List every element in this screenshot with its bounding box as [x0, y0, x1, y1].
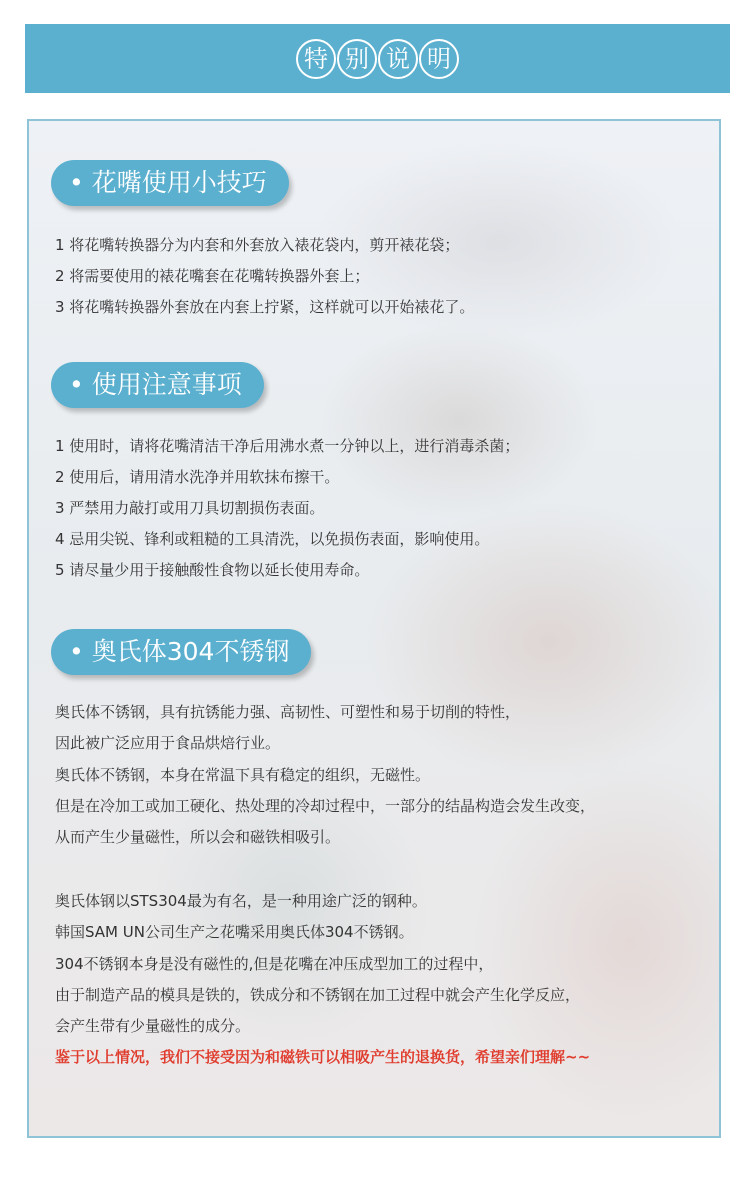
list-item: 2 使用后，请用清水洗净并用软抹布擦干。	[55, 468, 340, 486]
bullet-dot-icon: •	[69, 370, 84, 399]
title-char: 特	[296, 39, 336, 79]
section-heading-tips	[51, 160, 289, 206]
list-item: 5 请尽量少用于接触酸性食物以延长使用寿命。	[55, 561, 370, 579]
paragraph-line: 由于制造产品的模具是铁的，铁成分和不锈钢在加工过程中就会产生化学反应，	[55, 986, 581, 1004]
paragraph-line: 因此被广泛应用于食品烘焙行业。	[55, 734, 281, 752]
paragraph-line: 会产生带有少量磁性的成分。	[55, 1017, 251, 1035]
section-heading-label: 奥氏体304不锈钢	[91, 637, 290, 666]
section-heading-label: 花嘴使用小技巧	[91, 168, 267, 197]
title-char: 别	[337, 39, 377, 79]
paragraph-line: 韩国SAM UN公司生产之花嘴采用奥氏体304不锈钢。	[55, 923, 414, 941]
paragraph-line: 从而产生少量磁性，所以会和磁铁相吸引。	[55, 828, 341, 846]
title-char: 说	[378, 39, 418, 79]
bullet-dot-icon: •	[69, 168, 84, 197]
section-heading-notes	[51, 362, 264, 408]
section-heading-steel	[51, 629, 311, 675]
list-item: 2 将需要使用的裱花嘴套在花嘴转换器外套上；	[55, 267, 370, 285]
list-item: 1 使用时，请将花嘴清洁干净后用沸水煮一分钟以上，进行消毒杀菌；	[55, 437, 520, 455]
warning-notice: 鉴于以上情况，我们不接受因为和磁铁可以相吸产生的退换货，希望亲们理解~~	[55, 1048, 591, 1066]
paragraph-line: 奥氏体不锈钢，具有抗锈能力强、高韧性、可塑性和易于切削的特性，	[55, 703, 521, 721]
section-heading-label: 使用注意事项	[91, 370, 242, 399]
list-item: 3 将花嘴转换器外套放在内套上拧紧，这样就可以开始裱花了。	[55, 298, 475, 316]
paragraph-line: 304不锈钢本身是没有磁性的,但是花嘴在冲压成型加工的过程中，	[55, 955, 494, 973]
paragraph-line: 但是在冷加工或加工硬化、热处理的冷却过程中，一部分的结晶构造会发生改变，	[55, 797, 596, 815]
header-banner	[25, 24, 730, 93]
page-title	[296, 39, 459, 79]
bullet-dot-icon: •	[69, 637, 84, 666]
list-item: 3 严禁用力敲打或用刀具切割损伤表面。	[55, 499, 325, 517]
list-item: 1 将花嘴转换器分为内套和外套放入裱花袋内，剪开裱花袋；	[55, 236, 460, 254]
paragraph-line: 奥氏体不锈钢，本身在常温下具有稳定的组织，无磁性。	[55, 766, 431, 784]
list-item: 4 忌用尖锐、锋利或粗糙的工具清洗，以免损伤表面，影响使用。	[55, 530, 490, 548]
title-char: 明	[419, 39, 459, 79]
content-panel	[27, 119, 721, 1138]
paragraph-line: 奥氏体钢以STS304最为有名，是一种用途广泛的钢种。	[55, 892, 427, 910]
